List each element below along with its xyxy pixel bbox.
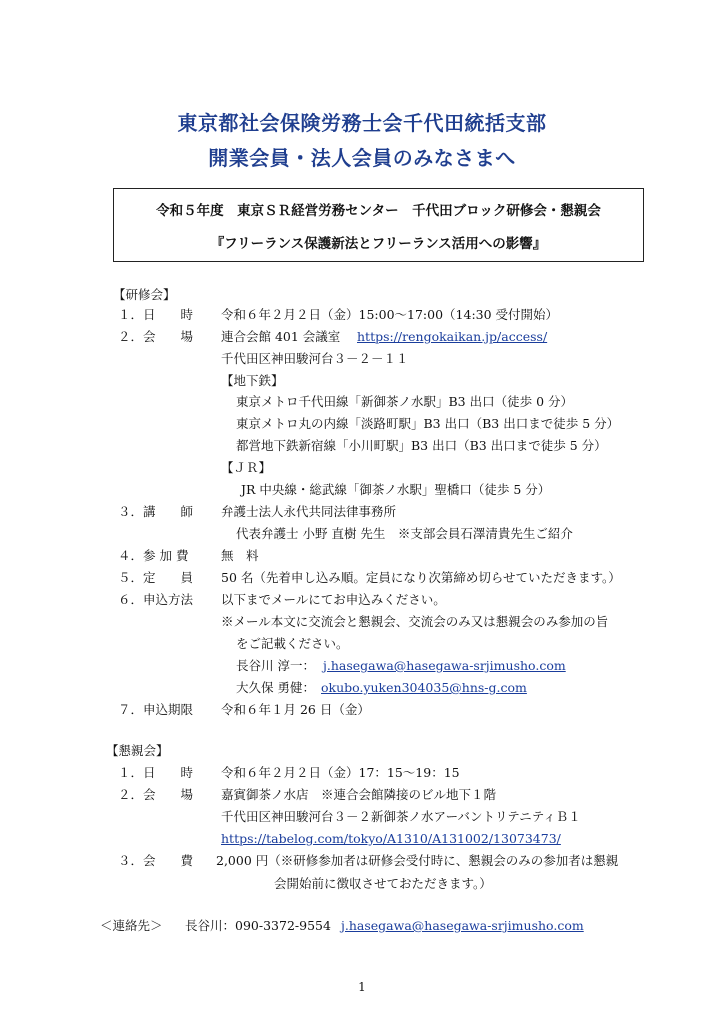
subway-line-1: 東京メトロ千代田線「新御茶ノ水駅」B3 出口（徒歩 0 分）	[236, 394, 574, 409]
party-fee-label: ３．会 費	[118, 853, 194, 868]
page-number: 1	[358, 980, 366, 994]
lecturer-firm: 弁護士法人永代共同法律事務所	[221, 504, 397, 519]
event-title-box	[113, 188, 644, 262]
fee-label: ４．参 加 費	[118, 548, 189, 563]
party-venue-url[interactable]: https://tabelog.com/tokyo/A1310/A131002/13073473/	[221, 831, 561, 846]
apply-label: ６．申込方法	[118, 592, 194, 607]
contact2-email[interactable]: okubo.yuken304035@hns-g.com	[321, 680, 527, 695]
contact-email[interactable]: j.hasegawa@hasegawa-srjimusho.com	[341, 918, 584, 933]
contact2-name: 大久保 勇健：	[236, 680, 315, 695]
seminar-date-label: １．日 時	[118, 307, 194, 322]
apply-note-2: をご記載ください。	[236, 636, 349, 651]
seminar-date-value: 令和６年２月２日（金）15:00～17:00（14:30 受付開始）	[221, 307, 559, 322]
party-fee-value: 2,000 円（※研修参加者は研修会受付時に、懇親会のみの参加者は懇親	[216, 853, 619, 868]
contact1-name: 長谷川 淳一：	[236, 658, 315, 673]
party-venue-label: ２．会 場	[118, 787, 194, 802]
jr-heading: 【ＪＲ】	[221, 460, 272, 475]
capacity-label: ５．定 員	[118, 570, 194, 585]
event-theme: 『フリーランス保護新法とフリーランス活用への影響』	[210, 236, 547, 252]
party-venue-value: 嘉賓御茶ノ水店 ※連合会館隣接のビル地下１階	[221, 787, 497, 802]
page-title: 東京都社会保険労務士会千代田統括支部	[177, 111, 547, 135]
contact1-email[interactable]: j.hasegawa@hasegawa-srjimusho.com	[323, 658, 566, 673]
capacity-value: 50 名（先着申し込み順。定員になり次第締め切らせていただきます。）	[221, 570, 621, 585]
lecturer-person: 代表弁護士 小野 直樹 先生 ※支部会員石澤清貴先生ご紹介	[236, 526, 573, 541]
party-date-value: 令和６年２月２日（金）17：15～19：15	[221, 765, 460, 780]
deadline-label: ７．申込期限	[118, 702, 194, 717]
contact-phone: 長谷川：090-3372-9554	[185, 918, 331, 933]
seminar-venue-address: 千代田区神田駿河台３－２－１１	[221, 351, 409, 366]
lecturer-label: ３．講 師	[118, 504, 194, 519]
party-venue-address: 千代田区神田駿河台３－２新御茶ノ水アーバントリテニティＢ１	[221, 809, 581, 824]
apply-note-1: ※メール本文に交流会と懇親会、交流会のみ又は懇親会のみ参加の旨	[221, 614, 609, 629]
event-name: 令和５年度 東京ＳＲ経営労務センター 千代田ブロック研修会・懇親会	[156, 203, 601, 219]
party-date-label: １．日 時	[118, 765, 194, 780]
subway-line-3: 都営地下鉄新宿線「小川町駅」B3 出口（B3 出口まで徒歩 5 分）	[236, 438, 607, 453]
page-subtitle: 開業会員・法人会員のみなさまへ	[208, 146, 516, 170]
deadline-value: 令和６年１月 26 日（金）	[221, 702, 370, 717]
party-heading: 【懇親会】	[106, 743, 169, 758]
party-fee-value-2: 会開始前に徴収させておただきます。）	[274, 876, 492, 891]
seminar-venue-name: 連合会館 401 会議室	[221, 329, 341, 344]
seminar-heading: 【研修会】	[113, 287, 176, 302]
seminar-venue-url[interactable]: https://rengokaikan.jp/access/	[357, 329, 548, 344]
jr-line: JR 中央線・総武線「御茶ノ水駅」聖橋口（徒歩 5 分）	[241, 482, 551, 497]
apply-value: 以下までメールにてお申込みください。	[221, 592, 446, 607]
subway-heading: 【地下鉄】	[221, 373, 284, 388]
contact-label: ＜連絡先＞	[100, 918, 163, 933]
fee-value: 無 料	[221, 548, 259, 563]
seminar-venue-label: ２．会 場	[118, 329, 194, 344]
subway-line-2: 東京メトロ丸の内線「淡路町駅」B3 出口（B3 出口まで徒歩 5 分）	[236, 416, 620, 431]
